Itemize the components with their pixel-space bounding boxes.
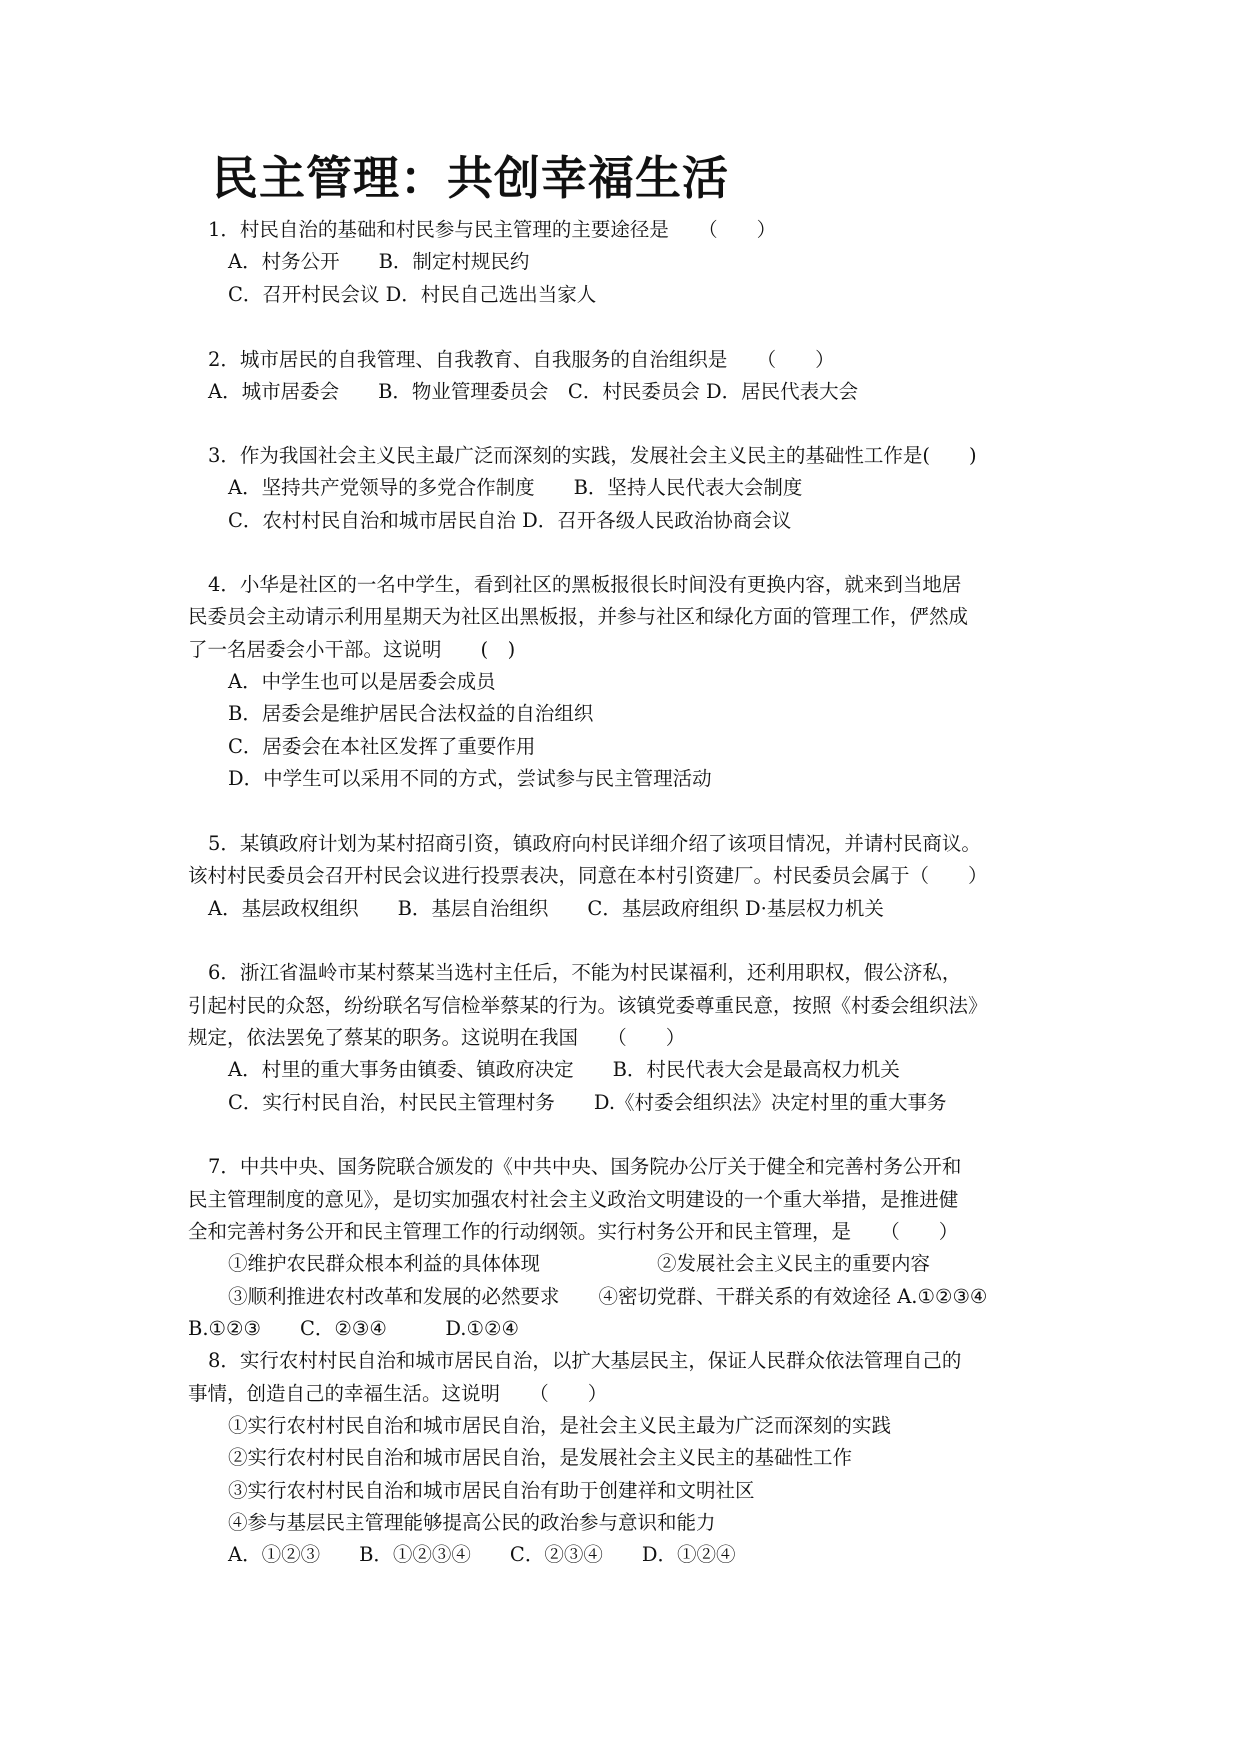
q3-options-cd: C．农村村民自治和城市居民自治 D．召开各级人民政治协商会议 [228,509,792,532]
q4-stem-line-3: 了一名居委会小干部。这说明 ( ) [188,638,516,661]
q7-stem-line-2: 民主管理制度的意见》，是切实加强农村社会主义政治文明建设的一个重大举措，是推进健 [188,1188,959,1211]
q5-stem-line-1: 5．某镇政府计划为某村招商引资，镇政府向村民详细介绍了该项目情况，并请村民商议。 [208,832,981,855]
q7-stem-line-3: 全和完善村务公开和民主管理工作的行动纲领。实行村务公开和民主管理，是 （ ） [188,1220,959,1243]
q3-options-ab: A．坚持共产党领导的多党合作制度 B．坚持人民代表大会制度 [228,476,803,499]
q4-option-a: A．中学生也可以是居委会成员 [228,670,496,693]
q8-item-2: ②实行农村村民自治和城市居民自治，是发展社会主义民主的基础性工作 [228,1446,853,1469]
q2-stem: 2．城市居民的自我管理、自我教育、自我服务的自治组织是 （ ） [208,348,835,371]
q5-options: A．基层政权组织 B．基层自治组织 C．基层政府组织 D·基层权力机关 [208,897,884,920]
q4-stem-line-2: 民委员会主动请示利用星期天为社区出黑板报，并参与社区和绿化方面的管理工作，俨然成 [188,605,969,628]
q4-option-d: D．中学生可以采用不同的方式，尝试参与民主管理活动 [228,767,712,790]
q4-option-c: C．居委会在本社区发挥了重要作用 [228,735,536,758]
q5-stem-line-2: 该村村民委员会召开村民会议进行投票表决，同意在本村引资建厂。村民委员会属于（ ） [188,864,988,887]
q6-stem-line-3: 规定，依法罢免了蔡某的职务。这说明在我国 （ ） [188,1026,686,1049]
q6-stem-line-2: 引起村民的众怒，纷纷联名写信检举蔡某的行为。该镇党委尊重民意，按照《村委会组织法》 [188,994,988,1017]
q8-item-1: ①实行农村村民自治和城市居民自治，是社会主义民主最为广泛而深刻的实践 [228,1414,892,1437]
q1-options-cd: C．召开村民会议 D．村民自己选出当家人 [228,283,597,306]
q6-options-ab: A．村里的重大事务由镇委、镇政府决定 B．村民代表大会是最高权力机关 [228,1058,900,1081]
q4-stem-line-1: 4．小华是社区的一名中学生，看到社区的黑板报很长时间没有更换内容，就来到当地居 [208,573,962,596]
q6-stem-line-1: 6．浙江省温岭市某村蔡某当选村主任后，不能为村民谋福利，还利用职权，假公济私， [208,961,962,984]
page-title: 民主管理：共创幸福生活 [212,151,729,205]
q8-item-4: ④参与基层民主管理能够提高公民的政治参与意识和能力 [228,1511,716,1534]
q8-stem-line-1: 8．实行农村村民自治和城市居民自治，以扩大基层民主，保证人民群众依法管理自己的 [208,1349,962,1372]
q7-options: B.①②③ C．②③④ D.①②④ [188,1317,519,1340]
q1-stem: 1．村民自治的基础和村民参与民主管理的主要途径是 （ ） [208,218,777,241]
q6-options-cd: C．实行村民自治，村民民主管理村务 D.《村委会组织法》决定村里的重大事务 [228,1091,947,1114]
q4-option-b: B．居委会是维护居民合法权益的自治组织 [228,702,594,725]
q7-items-3-4: ③顺利推进农村改革和发展的必然要求 ④密切党群、干群关系的有效途径 A.①②③④ [228,1285,988,1308]
q2-options: A．城市居委会 B．物业管理委员会 C．村民委员会 D．居民代表大会 [208,380,859,403]
q8-stem-line-2: 事情，创造自己的幸福生活。这说明 （ ） [188,1382,608,1405]
q1-options-ab: A．村务公开 B．制定村规民约 [228,250,530,273]
q7-stem-line-1: 7．中共中央、国务院联合颁发的《中共中央、国务院办公厅关于健全和完善村务公开和 [208,1155,962,1178]
q8-item-3: ③实行农村村民自治和城市居民自治有助于创建祥和文明社区 [228,1479,755,1502]
q7-items-1-2: ①维护农民群众根本利益的具体体现 ②发展社会主义民主的重要内容 [228,1252,931,1275]
q3-stem: 3．作为我国社会主义民主最广泛而深刻的实践，发展社会主义民主的基础性工作是( ) [208,444,977,467]
q8-options: A．①②③ B．①②③④ C．②③④ D．①②④ [228,1543,736,1566]
